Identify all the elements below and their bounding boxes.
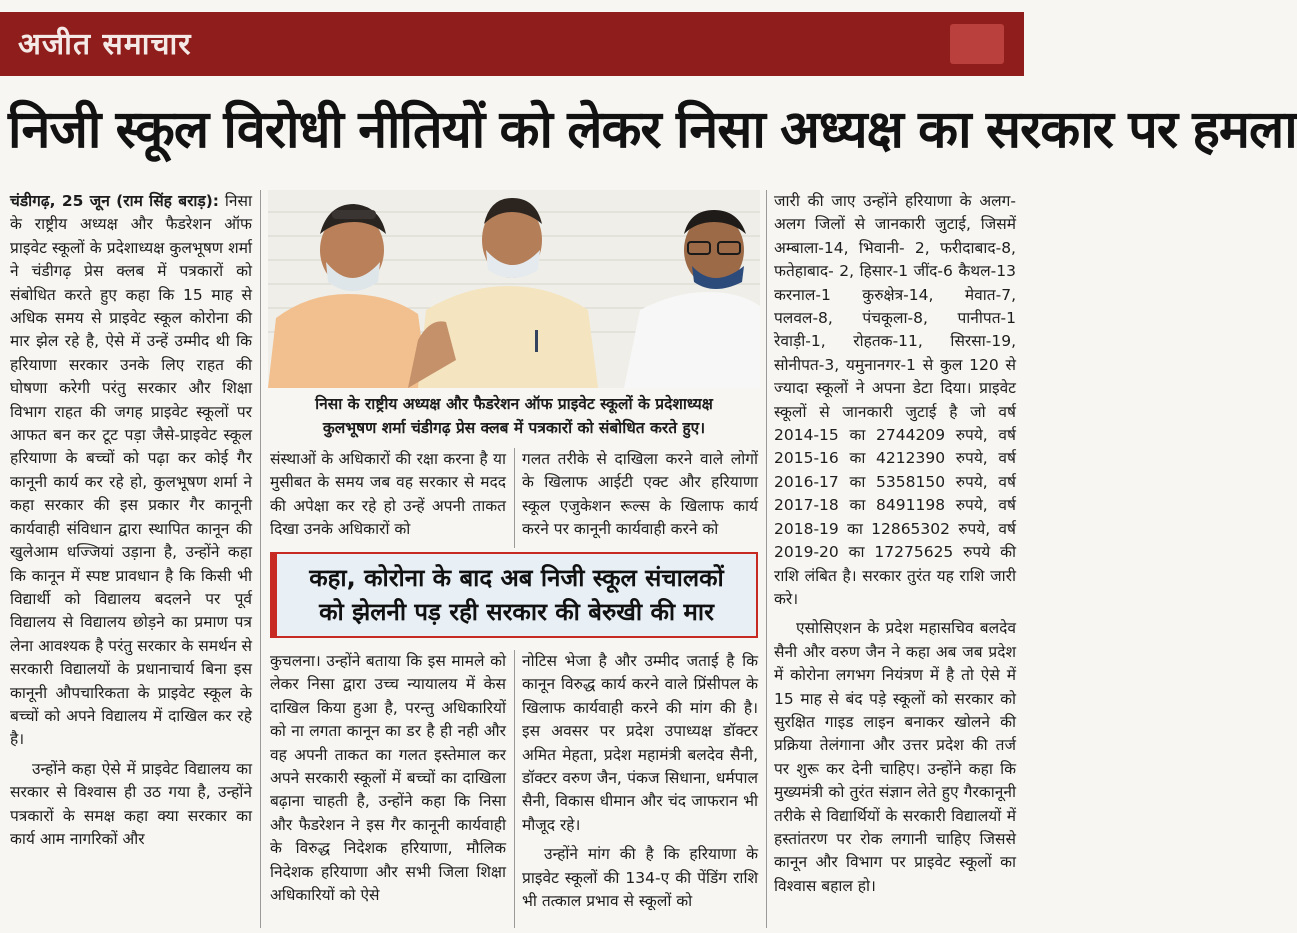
pull-quote-line-2: को झेलनी पड़ रही सरकार की बेरुखी की मार bbox=[319, 598, 714, 626]
article-column-4 bbox=[774, 190, 1016, 928]
dateline: चंडीगढ़, 25 जून (राम सिंह बराड़): bbox=[10, 192, 220, 210]
pull-quote-box bbox=[270, 552, 758, 638]
article-column-2-upper: संस्थाओं के अधिकारों की रक्षा करना है या मुसीबत के समय जब वह सरकार से मदद की अपेक्षा कर रहे हो उन्हें अपनी ताकत दिखा उनके अधिकारों को bbox=[270, 450, 506, 539]
article-column-1 bbox=[10, 190, 252, 928]
column-divider bbox=[514, 650, 515, 928]
press-conference-photo bbox=[268, 190, 760, 388]
column-4-paragraph-2: एसोसिएशन के प्रदेश महासचिव बलदेव सैनी और वरुण जैन ने कहा अब जब प्रदेश में कोरोना लगभग नियंत्रण में है तो ऐसे में 15 माह से बंद पड़े स्कूलों को सरकार को सुरक्षित गाइड लाइन बनाकर खोलने की प्रक्रिया तेलंगाना और उत्तर प्रदेश की तर्ज पर शुरू कर देनी चाहिए। उन्होंने कहा कि मुख्यमंत्री को तुरंत संज्ञान लेते हुए गैरकानूनी तरीके से विद्यार्थियों के सरकारी विद्यालयों में हस्तांतरण पर रोक लगानी चाहिए जिससे कानून और विभाग पर प्राइवेट स्कूलों का विश्वास बहाल हो। bbox=[774, 619, 1016, 895]
column-1-paragraph-2: उन्होंने कहा ऐसे में प्राइवेट विद्यालय का सरकार से विश्वास ही उठ गया है, उन्होंने पत्रकारों के समक्ष कहा क्या सरकार का कार्य आम नागरिकों और bbox=[10, 759, 252, 848]
column-1-text: निसा के राष्ट्रीय अध्यक्ष और फैडरेशन ऑफ प्राइवेट स्कूलों के प्रदेशाध्यक्ष कुलभूषण शर्मा ने चंडीगढ़ प्रेस क्लब में पत्रकारों को संबोधित करते हुए कहा कि 15 माह से अधिक समय से प्राइवेट स्कूल कोरोना की मार झेल रहे है, ऐसे में उन्हें उम्मीद थी कि हरियाणा सरकार उनके लिए राहत की घोषणा करेगी परंतु सरकार और शिक्षा विभाग राहत की जगह प्राइवेट स्कूलों पर आफत बन कर टूट पड़ा जैसे-प्राइवेट स्कूल हरियाणा के बच्चों को पढ़ा कर कोई गैर कानूनी कार्य कर रहे हो, कुलभूषण शर्मा ने कहा सरकार की इस प्रकार गैर कानूनी कार्यवाही संविधान द्वारा स्थापित कानून की खुलेआम धज्जियां उड़ाना है, उन्होंने कहा कि कानून में स्पष्ट प्रावधान है कि किसी भी विद्यार्थी को विद्यालय बदलने पर पूर्व विद्यालय से विद्यालय छोड़ने का प्रमाण पत्र लेना आवश्यक है परंतु सरकार के समर्थन से सरकारी विद्यालयों के प्रधानाचार्य बिना इस कानूनी औपचारिकता के प्राइवेट स्कूल के बच्चों को अपने विद्यालय में दाखिल कर रहे है। bbox=[10, 192, 252, 749]
column-3-paragraph-1: नोटिस भेजा है और उम्मीद जताई है कि कानून विरुद्ध कार्य करने वाले प्रिंसीपल के खिलाफ कार्यवाही करने की मांग की है। इस अवसर पर प्रदेश उपाध्यक्ष डॉक्टर अमित मेहता, प्रदेश महामंत्री बलदेव सैनी, डॉक्टर वरुण जैन, पंकज सिधाना, धर्मपाल सैनी, विकास धीमान और चंद जाफरान भी मौजूद रहे। bbox=[522, 652, 758, 834]
column-divider bbox=[514, 448, 515, 548]
article-column-3-upper: गलत तरीके से दाखिला करने वाले लोगों के खिलाफ आईटी एक्ट और हरियाणा स्कूल एजुकेशन रूल्स के खिलाफ कार्य करने पर कानूनी कार्यवाही करने को bbox=[522, 450, 758, 539]
column-3-paragraph-2: उन्होंने मांग की है कि हरियाणा के प्राइवेट स्कूलों की 134-ए की पेंडिंग राशि भी तत्काल प्रभाव से स्कूलों को bbox=[522, 845, 758, 911]
photo-illustration bbox=[268, 190, 760, 388]
column-4-paragraph-1: जारी की जाए उन्होंने हरियाणा के अलग-अलग जिलों से जानकारी जुटाई, जिसमें अम्बाला-14, भिवानी- 2, फरीदाबाद-8, फतेहाबाद- 2, हिसार-1 जींद-6 कैथल-13 करनाल-1 कुरुक्षेत्र-14, मेवात-7, पलवल-8, पंचकूला-8, पानीपत-1 रेवाड़ी-1, रोहतक-11, सिरसा-19, सोनीपत-3, यमुनानगर-1 से कुल 120 से ज्यादा स्कूलों ने अपना डेटा दिया। प्राइवेट स्कूलों से जानकारी जुटाई है जो वर्ष 2014-15 का 2744209 रुपये, वर्ष 2015-16 का 4212390 रुपये, वर्ष 2016-17 का 5358150 रुपये, वर्ष 2017-18 का 8491198 रुपये, वर्ष 2018-19 का 12865302 रुपये, वर्ष 2019-20 का 17275625 रुपये की राशि लंबित है। सरकार तुरंत यह राशि जारी करे। bbox=[774, 192, 1016, 608]
article-column-2-lower: कुचलना। उन्होंने बताया कि इस मामले को लेकर निसा द्वारा उच्च न्यायालय में केस दाखिल किया हुआ है, परन्तु अधिकारियों को ना लगता कानून का डर है ही नही और वह अपनी ताकत का गलत इस्तेमाल कर अपने सरकारी स्कूलों में बच्चों का दाखिला बढ़ाना चाहती है, उन्होंने कहा कि निसा और फैडरेशन ने इस गैर कानूनी कार्यवाही के विरुद्ध निदेशक हरियाणा, मौलिक निदेशक हरियाणा और सभी जिला शिक्षा अधिकारियों को ऐसे bbox=[270, 652, 506, 905]
column-divider bbox=[260, 190, 261, 928]
column-1-paragraph-1 bbox=[10, 190, 252, 752]
photo-caption bbox=[268, 392, 760, 444]
masthead-bar bbox=[0, 12, 1024, 76]
newspaper-name: अजीत समाचार bbox=[18, 27, 192, 62]
pull-quote-line-1: कहा, कोरोना के बाद अब निजी स्कूल संचालकों bbox=[309, 564, 724, 592]
masthead-emblem bbox=[950, 24, 1004, 64]
photo-caption-line-2: कुलभूषण शर्मा चंडीगढ़ प्रेस क्लब में पत्रकारों को संबोधित करते हुए। bbox=[322, 419, 706, 437]
photo-caption-line-1: निसा के राष्ट्रीय अध्यक्ष और फैडरेशन ऑफ प्राइवेट स्कूलों के प्रदेशाध्यक्ष bbox=[315, 395, 713, 413]
article-column-3-lower bbox=[522, 650, 758, 928]
column-divider bbox=[766, 190, 767, 928]
article-headline: निजी स्कूल विरोधी नीतियों को लेकर निसा अध्यक्ष का सरकार पर हमला bbox=[8, 100, 1297, 160]
